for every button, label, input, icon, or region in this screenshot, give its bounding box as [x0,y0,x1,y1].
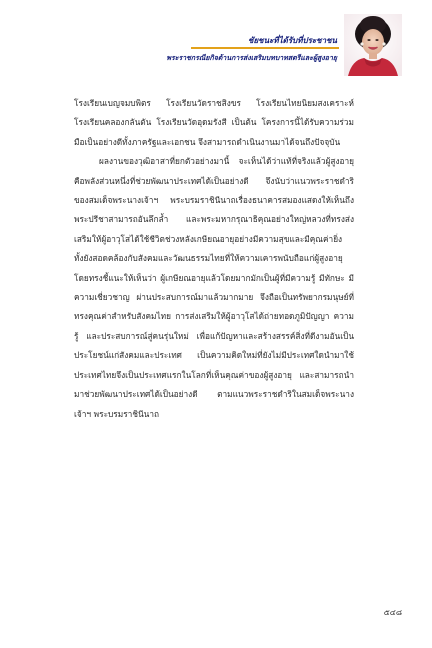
header-divider [191,47,339,49]
paragraph-1: โรงเรียนเบญจมบพิตร โรงเรียนวัดราชสิงขร โรงเรียนไทยนิยมสงเคราะห์ โรงเรียนคลองกลันตัน โรงเรียนวัดอุดมรังสี เป็นต้น โครงการนี้ได้รับความร่วมมือเป็นอย่างดีทั้งภาครัฐและเอกชน จึงสามารถดำเนินงานมาได้จนถึงปัจจุบัน [74,98,354,147]
paragraph-2: ผลงานของวุฒิอาสาที่ยกตัวอย่างมานี้ จะเห็นได้ว่าแท้ที่จริงแล้วผู้สูงอายุคือพลังส่วนหนึ่งที่ช่วยพัฒนาประเทศได้เป็นอย่างดี จึงนับว่าแนวพระราชดำริของสมเด็จพระนางเจ้าฯ พระบรมราชินีนาถเรื่องธนาคารสมองแสดงให้เห็นถึงพระปรีชาสามารถอันลึกล้ำ และพระมหากรุณาธิคุณอย่างใหญ่หลวงที่ทรงส่งเสริมให้ผู้อาวุโสได้ใช้ชีวิตช่วงหลังเกษียณอายุอย่างมีความสุขและมีคุณค่ายิ่ง ทั้งยังสอดคล้องกับสังคมและวัฒนธรรมไทยที่ให้ความเคารพนับถือแก่ผู้สูงอายุ โดยทรงชี้แนะให้เห็นว่า ผู้เกษียณอายุแล้วโดยมากมักเป็นผู้ที่มีความรู้ มีทักษะ มีความเชี่ยวชาญ ผ่านประสบการณ์มาแล้วมากมาย จึงถือเป็นทรัพยากรมนุษย์ที่ทรงคุณค่าสำหรับสังคมไทย การส่งเสริมให้ผู้อาวุโสได้ถ่ายทอดภูมิปัญญา ความรู้ และประสบการณ์สู่คนรุ่นใหม่ เพื่อแก้ปัญหาและสร้างสรรค์สิ่งที่ดีงามอันเป็นประโยชน์แก่สังคมและประเทศ เป็นความคิดใหม่ที่ยังไม่มีประเทศใดนำมาใช้ ประเทศไทยจึงเป็นประเทศแรกในโลกที่เห็นคุณค่าของผู้สูงอายุ และสามารถนำมาช่วยพัฒนาประเทศได้เป็นอย่างดี ตามแนวพระราชดำริในสมเด็จพระนางเจ้าฯ พระบรมราชินีนาถ [74,156,354,419]
header-title: ชัยชนะที่ได้รับที่ประชาชน [248,36,337,45]
page-header [0,14,432,84]
queen-portrait-photo [344,14,402,76]
page-number: ๕๔๘ [383,608,402,617]
header-subtitle: พระราชกรณียกิจด้านการส่งเสริมบทบาทสตรีและผู้สูงอายุ [166,54,337,62]
body-text [74,94,354,424]
